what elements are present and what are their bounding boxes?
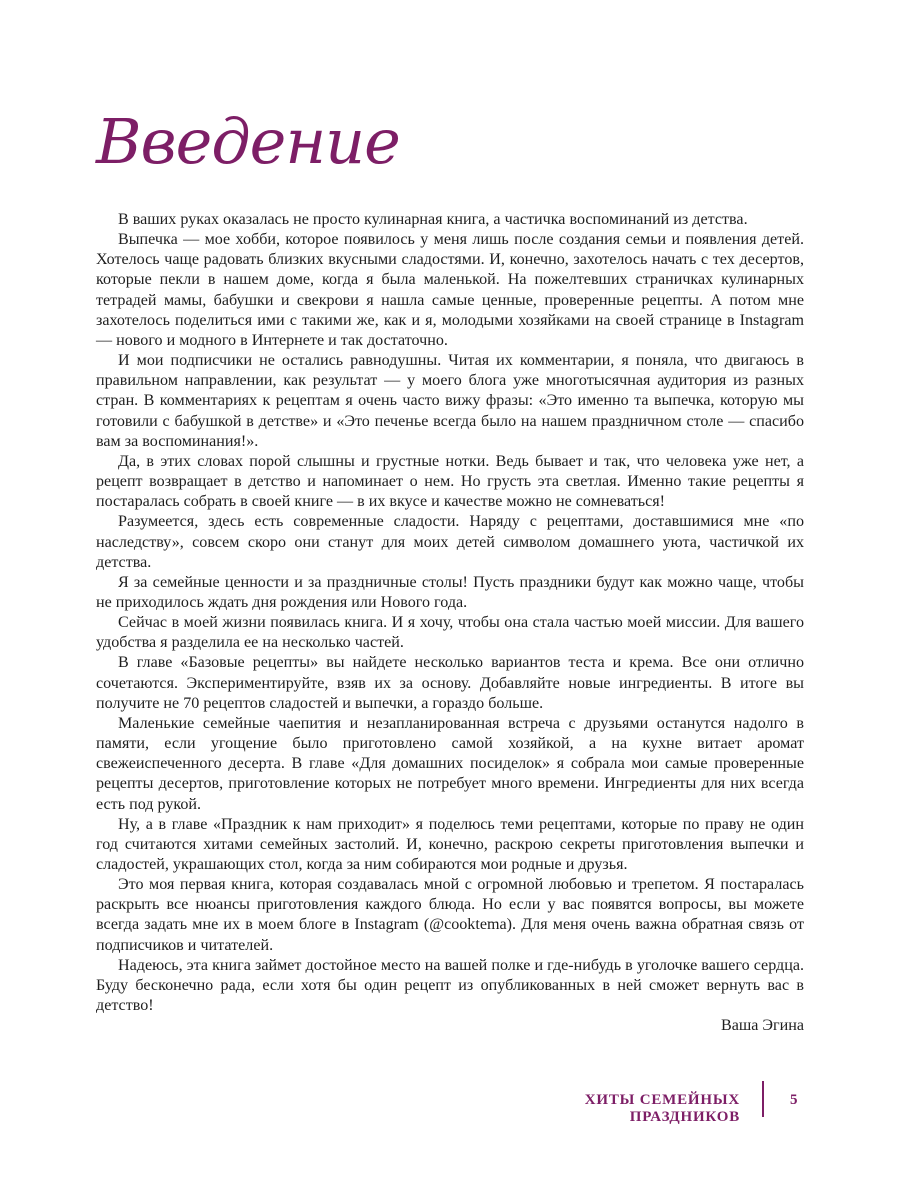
body-text <box>96 210 804 1036</box>
paragraph: Разумеется, здесь есть современные сладости. Наряду с рецептами, доставшимися мне «по наследству», совсем скоро они станут для моих детей символом домашнего уюта, частичкой их детства. <box>96 513 804 571</box>
paragraph: Я за семейные ценности и за праздничные столы! Пусть праздники будут как можно чаще, чтобы не приходилось ждать дня рождения или Нового года. <box>96 573 804 611</box>
page-number: 5 <box>790 1092 798 1108</box>
paragraph: Выпечка — мое хобби, которое появилось у меня лишь после создания семьи и появления детей. Хотелось чаще радовать близких вкусными сладостями. И, конечно, захотелось начать с тех десертов, которые пекли в нашем доме, когда я была маленькой. На пожелтевших страничках кулинарных тетрадей мамы, бабушки и свекрови я нашла самые ценные, проверенные рецепты. А потом мне захотелось поделиться ими с такими же, как и я, молодыми хозяйками на своей странице в Instagram — нового и модного в Интернете и так достаточно. <box>96 231 804 349</box>
signature: Ваша Эгина <box>720 1017 804 1035</box>
paragraph: В главе «Базовые рецепты» вы найдете несколько вариантов теста и крема. Все они отлично сочетаются. Экспериментируйте, взяв их за основу. Добавляйте новые ингредиенты. В итоге вы получите не 70 рецептов сладостей и выпечки, а гораздо больше. <box>96 654 804 712</box>
paragraph: Это моя первая книга, которая создавалась мной с огромной любовью и трепетом. Я постаралась раскрыть все нюансы приготовления каждого блюда. Но если у вас появятся вопросы, вы можете всегда задать мне их в моем блоге в Instagram (@cooktema). Для меня очень важна обратная связь от подписчиков и читателей. <box>96 876 804 954</box>
paragraph: Надеюсь, эта книга займет достойное место на вашей полке и где-нибудь в уголочке вашего сердца. Буду бесконечно рада, если хотя бы один рецепт из опубликованных в ней сможет вернуть вас в детство! <box>96 956 804 1015</box>
paragraph: Сейчас в моей жизни появилась книга. И я хочу, чтобы она стала частью моей миссии. Для вашего удобства я разделила ее на несколько частей. <box>96 614 804 652</box>
paragraph: Маленькие семейные чаепития и незапланированная встреча с друзьями останутся надолго в памяти, если угощение было приготовлено самой хозяйкой, а на кухне витает аромат свежеиспеченного десерта. В главе «Для домашних посиделок» я собрала мои самые проверенные рецепты десертов, приготовление которых не потребует много времени. Ингредиенты для них всегда есть под рукой. <box>96 714 804 813</box>
running-footer-title: ХИТЫ СЕМЕЙНЫХ ПРАЗДНИКОВ <box>584 1092 740 1125</box>
paragraph: Да, в этих словах порой слышны и грустные нотки. Ведь бывает и так, что человека уже нет, а рецепт возвращает в детство и напоминает о нем. Но грусть эта светлая. Именно такие рецепты я постаралась собрать в своей книге — в их вкусе и качестве можно не сомневаться! <box>96 452 804 511</box>
page-title: Введение <box>96 105 400 178</box>
footer-divider <box>762 1081 764 1117</box>
paragraph: И мои подписчики не остались равнодушны. Читая их комментарии, я поняла, что двигаюсь в правильном направлении, как результат — у моего блога уже многотысячная аудитория из разных стран. В комментариях к рецептам я очень часто вижу фразы: «Это именно та выпечка, которую мы готовили с бабушкой в детстве» и «Это печенье всегда было на нашем праздничном столе — спасибо вам за воспоминания!». <box>96 352 804 450</box>
paragraph: В ваших руках оказалась не просто кулинарная книга, а частичка воспоминаний из детства. <box>118 211 748 228</box>
paragraph: Ну, а в главе «Праздник к нам приходит» я поделюсь теми рецептами, которые по праву не один год считаются хитами семейных застолий. И, конечно, раскрою секреты приготовления выпечки и сладостей, украшающих стол, когда за ним собираются мои родные и друзья. <box>96 815 804 873</box>
